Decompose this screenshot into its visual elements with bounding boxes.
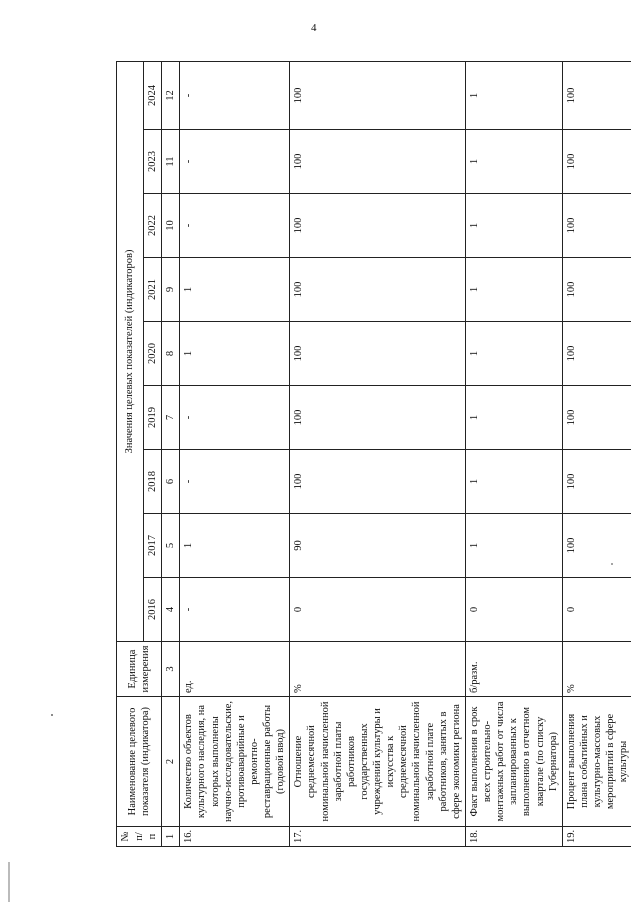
indicator-unit: % (562, 642, 631, 697)
scan-speck (611, 563, 613, 565)
indicator-unit: б/разм. (465, 642, 562, 697)
value-cell: 100 (290, 450, 466, 514)
value-cell: 1 (465, 61, 562, 129)
value-cell: 100 (562, 61, 631, 129)
value-cell: 1 (180, 514, 290, 578)
index-row (162, 61, 180, 846)
index-cell: 7 (162, 386, 180, 450)
value-cell: 100 (290, 386, 466, 450)
index-cell: 6 (162, 450, 180, 514)
value-cell: 1 (465, 386, 562, 450)
value-cell: - (180, 450, 290, 514)
value-cell: 1 (465, 130, 562, 194)
value-cell: 1 (465, 258, 562, 322)
header-unit: Единица измерения (117, 642, 162, 697)
value-cell: 1 (180, 322, 290, 386)
header-year: 2024 (144, 61, 162, 129)
value-cell: 100 (290, 322, 466, 386)
header-year: 2018 (144, 450, 162, 514)
index-cell: 10 (162, 194, 180, 258)
value-cell: 1 (465, 514, 562, 578)
value-cell: 100 (562, 386, 631, 450)
row-number: 17. (290, 827, 466, 847)
header-year: 2016 (144, 578, 162, 642)
table-row (290, 61, 466, 846)
value-cell: 100 (562, 194, 631, 258)
row-number: 16. (180, 827, 290, 847)
header-values: Значения целевых показателей (индикаторов) (117, 61, 144, 641)
value-cell: 100 (562, 450, 631, 514)
row-number: 18. (465, 827, 562, 847)
value-cell: 100 (562, 130, 631, 194)
index-cell: 5 (162, 514, 180, 578)
page-number: 4 (311, 22, 317, 34)
value-cell: - (180, 194, 290, 258)
index-cell: 12 (162, 61, 180, 129)
scan-speck (51, 714, 53, 716)
value-cell: 90 (290, 514, 466, 578)
indicator-name: Отношение среднемесячной номинальной начисленной заработной платы работников государственных учреждений культуры и искусства к среднемесячной номинальной начисленной заработной плате работников, занятых в сфере экономики региона (290, 697, 466, 827)
header-year: 2019 (144, 386, 162, 450)
indicator-unit: ед. (180, 642, 290, 697)
value-cell: 0 (465, 578, 562, 642)
header-year: 2021 (144, 258, 162, 322)
table-row (562, 61, 631, 846)
header-year: 2017 (144, 514, 162, 578)
scan-artifact (8, 862, 10, 902)
header-name: Наименование целевого показателя (индикатора) (117, 697, 162, 827)
index-cell: 8 (162, 322, 180, 386)
index-cell: 1 (162, 827, 180, 847)
value-cell: 100 (290, 130, 466, 194)
index-cell: 9 (162, 258, 180, 322)
header-year: 2022 (144, 194, 162, 258)
value-cell: 100 (290, 258, 466, 322)
value-cell: 100 (562, 258, 631, 322)
value-cell: 1 (180, 258, 290, 322)
header-year: 2023 (144, 130, 162, 194)
indicators-table (116, 61, 631, 847)
value-cell: 100 (562, 322, 631, 386)
value-cell: 100 (290, 61, 466, 129)
value-cell: 1 (465, 322, 562, 386)
value-cell: 0 (562, 578, 631, 642)
value-cell: 100 (290, 194, 466, 258)
value-cell: - (180, 130, 290, 194)
indicator-name: Факт выполнения в срок всех строительно-монтажных работ от числа запланированных к выполнению в отчетном квартале (по списку Губернатора) (465, 697, 562, 827)
index-cell: 4 (162, 578, 180, 642)
value-cell: 1 (465, 194, 562, 258)
header-year: 2020 (144, 322, 162, 386)
value-cell: 0 (290, 578, 466, 642)
index-cell: 11 (162, 130, 180, 194)
value-cell: - (180, 578, 290, 642)
row-number: 19. (562, 827, 631, 847)
indicator-name: Процент выполнения плана событийных и культурно-массовых мероприятий в сфере культуры (562, 697, 631, 827)
header-no: № п/п (117, 827, 162, 847)
value-cell: 100 (562, 514, 631, 578)
value-cell: 1 (465, 450, 562, 514)
table-row (465, 61, 562, 846)
indicator-unit: % (290, 642, 466, 697)
indicators-table-rotated (116, 62, 630, 847)
indicator-name: Количество объектов культурного наследия, на которых выполнены научно-исследовательские, противоаварийные и ремонтно-реставрационные работы (годовой ввод) (180, 697, 290, 827)
value-cell: - (180, 386, 290, 450)
index-cell: 3 (162, 642, 180, 697)
table-row (180, 61, 290, 846)
value-cell: - (180, 61, 290, 129)
index-cell: 2 (162, 697, 180, 827)
